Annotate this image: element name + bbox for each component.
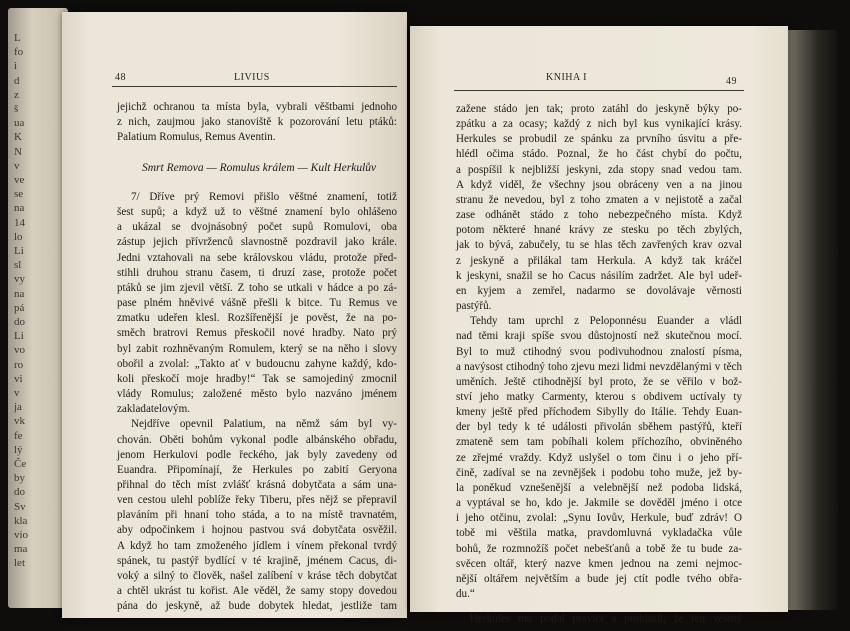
text-line: ství jeho matky Carmenty, kterou s obdivem uctívaly ty [456, 390, 742, 403]
text-line: aby odpočinkem i hojnou pastvou svá dobytčata osvěžil. [117, 524, 397, 537]
edge-ghost-letter: v [14, 159, 20, 172]
text-line: a ukázal se dvojnásobný počet supů Romulovi, oba [117, 221, 397, 234]
edge-ghost-letter: pá [14, 301, 25, 314]
text-line: A když viděl, že všechny jsou obráceny ven a na jinou [456, 178, 742, 191]
edge-ghost-letter: ve [14, 174, 25, 186]
page-number-left: 48 [115, 72, 126, 83]
body-text-left [117, 190, 397, 614]
edge-ghost-letter: do [14, 316, 25, 328]
text-line: zmatku udeřen klesl. Rozšířenější je pověst, že na po- [117, 312, 397, 325]
edge-ghost-letter: Če [14, 458, 27, 470]
edge-ghost-letter: Li [14, 245, 24, 257]
body-text-right [456, 102, 742, 627]
edge-ghost-letter: ja [14, 401, 22, 414]
text-line: 7/ Dříve prý Removi přišlo věštné znamení, totiž [131, 191, 397, 203]
text-line: en kyjem a zemřel, nadarmo se dovolávaje věrnosti [456, 284, 742, 297]
text-line: a chtěl ukrást tu kořist. Ale věděl, že samy stopy dovedou [117, 585, 397, 598]
edge-ghost-letter: vi [14, 372, 23, 385]
paragraph-euander [456, 314, 742, 602]
running-head-left: LIVIUS [234, 72, 270, 83]
edge-ghost-letter: d [14, 74, 20, 87]
text-line: plaváním při hnaní toho stáda, a to na místě travnatém, [117, 509, 397, 522]
text-line: Nejdříve opevnil Palatium, na němž sám byl vy- [131, 418, 397, 431]
text-line: zmateně sem tam pobíhali kolem příchozího, obviněného [456, 436, 742, 449]
edge-ghost-letter: Li [14, 330, 24, 343]
text-line: hlédl očima stádo. Poznal, že ho část chybí do počtu, [456, 148, 742, 161]
text-line: voký a silný to člověk, našel zalíbení v kráse těch dobytčat [117, 569, 397, 582]
edge-ghost-letter: ro [14, 358, 24, 371]
text-line: a navýsost ctihodný toho zjevu mezi lidmi nevzdělanými v těch [456, 360, 742, 373]
text-line: zažene stádo jen tak; proto zatáhl do jeskyně býky po- [456, 103, 742, 115]
edge-ghost-letter: z [14, 88, 19, 101]
text-line: jejichž ochranou ta místa byla, vybrali věštbami jednoho [117, 101, 397, 113]
edge-ghost-letter: L [14, 32, 21, 44]
text-line: zase odhánět stádo z toho nebezpečného místa. Když [456, 209, 742, 222]
text-line: Euandra. Připomínají, že Herkules po zabití Geryona [117, 463, 397, 476]
header-rule-right [454, 90, 744, 91]
text-line: z nich, zaujmou jako stanoviště k pozorování letu ptáků: [117, 116, 397, 129]
text-line: nad těmi kraji spíše svou důstojností než skutečnou mocí. [456, 330, 742, 343]
edge-ghost-letter: N [14, 145, 22, 158]
edge-ghost-letter: vy [14, 273, 25, 286]
edge-ghost-letter: fo [14, 46, 24, 59]
text-line: byl zabit rozhněvaným Romulem, který se na něho i slovy [117, 342, 397, 355]
page-stack-edge [8, 8, 68, 608]
text-line: směch bratrovi Remus přeskočil nové hradby. Nato prý [117, 327, 397, 340]
text-line: zakladatelovým. [117, 403, 191, 416]
edge-ghost-letter: kla [14, 514, 28, 527]
text-line: a vyptával se ho, kdo je. Jakmile se dověděl jméno i otce [456, 497, 742, 510]
section-heading: Smrt Remova — Romulus králem — Kult Herkulův [142, 162, 377, 174]
edge-ghost-letter: se [14, 188, 24, 201]
text-line: Tehdy tam uprchl z Peloponnésu Euander a vládl [470, 315, 742, 328]
edge-ghost-letter: fe [14, 429, 23, 442]
text-line: spánek, tu pastýř bydlící v té krajině, jménem Cacus, di- [117, 554, 397, 567]
text-line: Jedni vztahovali na sebe královskou vládu, protože před- [117, 251, 397, 264]
text-line: zástup jejich přívrženců slavnostně pozdravil jako krále. [117, 236, 397, 249]
text-line: ven cestou ulehl poblíže řeky Tiberu, přes nějž se přepravil [117, 494, 397, 507]
edge-ghost-letter: lý [14, 443, 23, 456]
edge-ghost-letter: Sv [14, 500, 26, 513]
text-line: potom některé hnané krávy ze stesku po těch zbylých, [456, 224, 742, 237]
text-line: obořil a zvolal: „Takto ať v budoucnu zahyne každý, kdo- [117, 357, 397, 370]
text-line: Herkules mu podal pravici a prohlásil, že ten věštný [470, 613, 742, 626]
edge-ghost-letter: do [14, 486, 25, 499]
intro-paragraph [117, 100, 397, 145]
edge-ghost-letter: i [14, 60, 18, 73]
edge-ghost-letter: v [14, 387, 20, 399]
edge-ghost-letter: 14 [14, 216, 25, 229]
text-line: uměních. Ještě ctihodnější byl proto, že se věřilo v bož- [456, 375, 742, 388]
edge-ghost-letter: K [14, 131, 22, 144]
text-line: a pospíšil k nejbližší jeskyni, zda stopy snad vedou tam. [456, 163, 742, 176]
edge-ghost-letter: lo [14, 230, 23, 243]
text-line: der byl tedy k té události přivolán sběhem pastýřů, kteří [456, 421, 742, 434]
text-line: A když ho tam zmoženého jídlem i vínem překonal tvrdý [117, 539, 397, 552]
text-line: zpátku a za ocasy; každý z nich byl kus vynikající krásy. [456, 118, 742, 131]
text-line: k jeskyni, snažil se ho Cacus násilím zadržet. Ale byl udeř- [456, 269, 742, 282]
right-page [410, 26, 788, 626]
text-line: ze zřejmé vraždy. Když uslyšel o tom činu i o jeho pří- [456, 451, 742, 464]
text-line: svěcen oltář, který nazve kmen jednou na zemi nejmoc- [456, 557, 742, 570]
text-line: přihnal do těch míst zvlášť krásná dobytčata a sám una- [117, 478, 397, 491]
edge-ghost-letter: š [14, 103, 19, 115]
page-number-right: 49 [726, 76, 737, 87]
edge-ghost-letter: sl [14, 259, 22, 272]
text-line: koli přeskočí moje hradby!“ Tak se samojediný zmocnil [117, 372, 397, 385]
running-head-right: KNIHA I [546, 72, 587, 83]
text-line: stranu že nevedou, byl z toho zmaten a v nejistotě a začal [456, 193, 742, 206]
edge-ghost-letter: na [14, 202, 25, 215]
text-line: jak to bývá, zabučely, tu se hlas těch zavřených krav ozval [456, 239, 742, 252]
edge-ghost-letter: ua [14, 117, 25, 130]
left-page [62, 12, 407, 618]
text-line: chován. Oběti bohům vykonal podle albánského obřadu, [117, 433, 397, 446]
text-line: pastýřů. [456, 300, 492, 313]
text-line: pase plném hněvivé vášně přešli k bitce. Tu Remus ve [117, 297, 397, 310]
text-line: Palatium Romulus, Remus Aventin. [117, 131, 276, 144]
text-line: bohů, že rozmnožíš počet nebešťanů a tobě že tu bude za- [456, 542, 742, 555]
text-line: Herkules se probudil ze spánku za prvního úsvitu a pře- [456, 133, 742, 146]
text-line: vlády Romulus; založené město bylo nazváno jménem [117, 388, 397, 401]
text-line: stihli druhou stranu časem, ti druzí zase, protože počet [117, 266, 397, 279]
text-line: pána do jeskyně, až bude dobytek hledat, jestliže tam [117, 600, 397, 613]
edge-ghost-letter: let [14, 557, 25, 570]
book-edge-right [788, 30, 838, 610]
text-line: ptáků se jim zjevil větší. Z toho se utkali v hádce a po zá- [117, 281, 397, 294]
text-line: šest supů; a když už to věštné znamení bylo ohlášeno [117, 206, 397, 219]
text-line: Byl to muž ctihodný svou podivuhodnou znalostí písma, [456, 345, 742, 358]
text-line: nější oltářem největším a bude jej ctít podle tvého obřa- [456, 572, 742, 585]
header-rule-left [112, 86, 397, 87]
edge-ghost-letter: vo [14, 344, 25, 357]
text-line: la poněkud vznešenější a velebnější než podoba lidská, [456, 481, 742, 494]
text-line: tobě mi věštila matka, pravdomluvná vykladačka vůle [456, 527, 742, 540]
edge-ghost-letter: ma [14, 543, 28, 556]
text-line: du.“ [456, 588, 475, 600]
text-line: i jeho otčinu, zvolal: „Synu Iovův, Herkule, buď zdráv! O [456, 512, 742, 525]
edge-ghost-letter: vk [14, 415, 25, 428]
edge-ghost-letter: vio [14, 529, 29, 541]
text-line: čině, zadíval se na zevnějšek i podobu toho muže, jež by- [456, 466, 742, 479]
text-line: z jeskyně a přilákal tam Herkula. A když tak kráčel [456, 254, 742, 267]
text-line: jenom Herkulovi podle řeckého, jak byly zavedeny od [117, 448, 397, 461]
text-line: kmeny ještě před příchodem Sibylly do Itálie. Tehdy Euan- [456, 406, 742, 419]
edge-ghost-letter: na [14, 287, 25, 300]
edge-ghost-letter: by [14, 472, 25, 485]
